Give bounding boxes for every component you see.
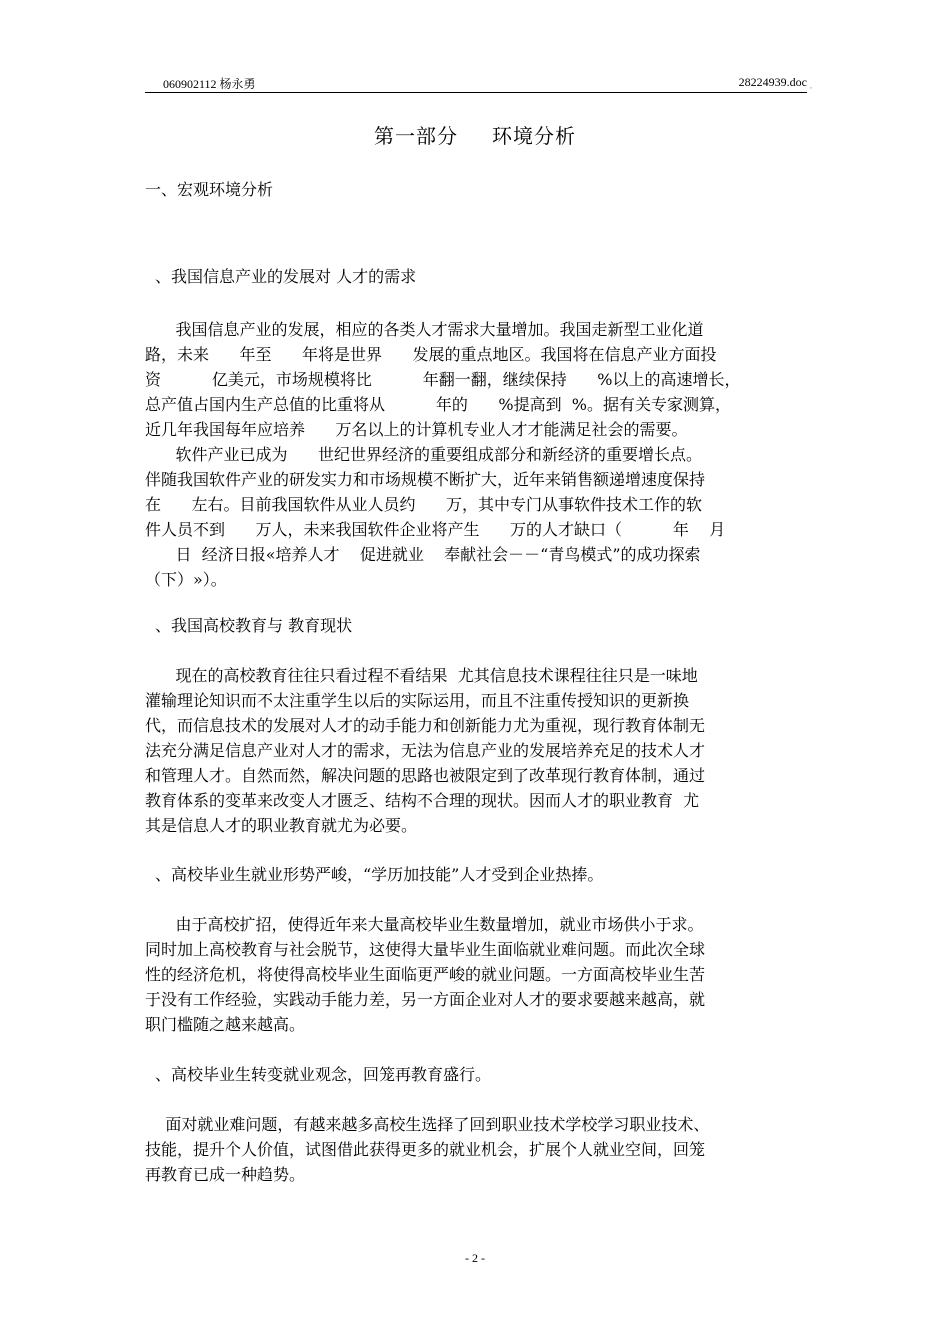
- paragraph-4-1: [145, 1112, 807, 1187]
- text-line: 日 经济日报«培养人才 促进就业 奉献社会－－“青鸟模式”的成功探索: [145, 545, 701, 564]
- text-line: 面对就业难问题，有越来越多高校生选择了回到职业技术学校学习职业技术、: [145, 1115, 710, 1134]
- paragraph-2-1: [145, 663, 807, 838]
- paragraph-1-2: [145, 442, 807, 592]
- text-line: 近几年我国每年应培养 万名以上的计算机专业人才才能满足社会的需要。: [145, 420, 688, 439]
- text-line: 其是信息人才的职业教育就尤为必要。: [145, 816, 418, 835]
- page-number: - 2 -: [465, 1251, 485, 1265]
- text-line: 代，而信息技术的发展对人才的动手能力和创新能力尤为重视，现行教育体制无: [145, 716, 706, 735]
- text-line: 同时加上高校教育与社会脱节，这使得大量毕业生面临就业难问题。而此次全球: [145, 940, 706, 959]
- page-title: [0, 120, 950, 149]
- text-line: 件人员不到 万人，未来我国软件企业将产生 万的人才缺口（ 年 月: [145, 520, 726, 539]
- text-line: 总产值占国内生产总值的比重将从 年的 %提高到 %。据有关专家测算，: [145, 395, 731, 414]
- subsection-heading-3: 、高校毕业生就业形势严峻，“学历加技能”人才受到企业热捧。: [155, 865, 604, 884]
- text-line: 技能，提升个人价值，试图借此获得更多的就业机会，扩展个人就业空间，回笼: [145, 1140, 706, 1159]
- title-part: 第一部分: [374, 124, 458, 148]
- text-line: 现在的高校教育往往只看过程不看结果 尤其信息技术课程往往只是一味地: [145, 666, 698, 685]
- text-line: 资 亿美元，市场规模将比 年翻一翻，继续保持 %以上的高速增长，: [145, 370, 741, 389]
- text-line: 软件产业已成为 世纪世界经济的重要组成部分和新经济的重要增长点。: [145, 445, 703, 464]
- text-line: 路，未来 年至 年将是世界 发展的重点地区。我国将在信息产业方面投: [145, 345, 717, 364]
- paragraph-3-1: [145, 912, 807, 1037]
- title-name: 环境分析: [492, 124, 576, 148]
- header-student-id-name: 060902112 杨永勇: [163, 77, 256, 91]
- text-line: 灌输理论知识而不太注重学生以后的实际运用，而且不注重传授知识的更新换: [145, 691, 690, 710]
- header-mark: ,: [810, 81, 812, 90]
- subsection-heading-1: 、我国信息产业的发展对 人才的需求: [155, 267, 417, 286]
- header-filename: 28224939.doc: [738, 75, 807, 89]
- paragraph-1-1: [145, 317, 807, 442]
- text-line: 由于高校扩招，使得近年来大量高校毕业生数量增加，就业市场供小于求。: [145, 915, 704, 934]
- subsection-heading-2: 、我国高校教育与 教育现状: [155, 616, 353, 635]
- text-line: 和管理人才。自然而然，解决问题的思路也被限定到了改革现行教育体制，通过: [145, 766, 706, 785]
- text-line: （下）»）。: [145, 570, 227, 589]
- text-line: 法充分满足信息产业对人才的需求，无法为信息产业的发展培养充足的技术人才: [145, 741, 706, 760]
- section-heading: 一、宏观环境分析: [145, 180, 274, 199]
- text-line: 性的经济危机，将使得高校毕业生面临更严峻的就业问题。一方面高校毕业生苦: [145, 965, 706, 984]
- text-line: 在 左右。目前我国软件从业人员约 万，其中专门从事软件技术工作的软: [145, 495, 703, 514]
- text-line: 再教育已成一种趋势。: [145, 1165, 306, 1184]
- text-line: 伴随我国软件产业的研发实力和市场规模不断扩大，近年来销售额递增速度保持: [145, 470, 706, 489]
- text-line: 职门槛随之越来越高。: [145, 1015, 306, 1034]
- page-header: [145, 72, 812, 93]
- subsection-heading-4: 、高校毕业生转变就业观念，回笼再教育盛行。: [155, 1065, 492, 1084]
- text-line: 于没有工作经验，实践动手能力差，另一方面企业对人才的要求要越来越高，就: [145, 990, 706, 1009]
- text-line: 我国信息产业的发展，相应的各类人才需求大量增加。我国走新型工业化道: [145, 320, 704, 339]
- text-line: 教育体系的变革来改变人才匮乏、结构不合理的现状。因而人才的职业教育 尤: [145, 791, 700, 810]
